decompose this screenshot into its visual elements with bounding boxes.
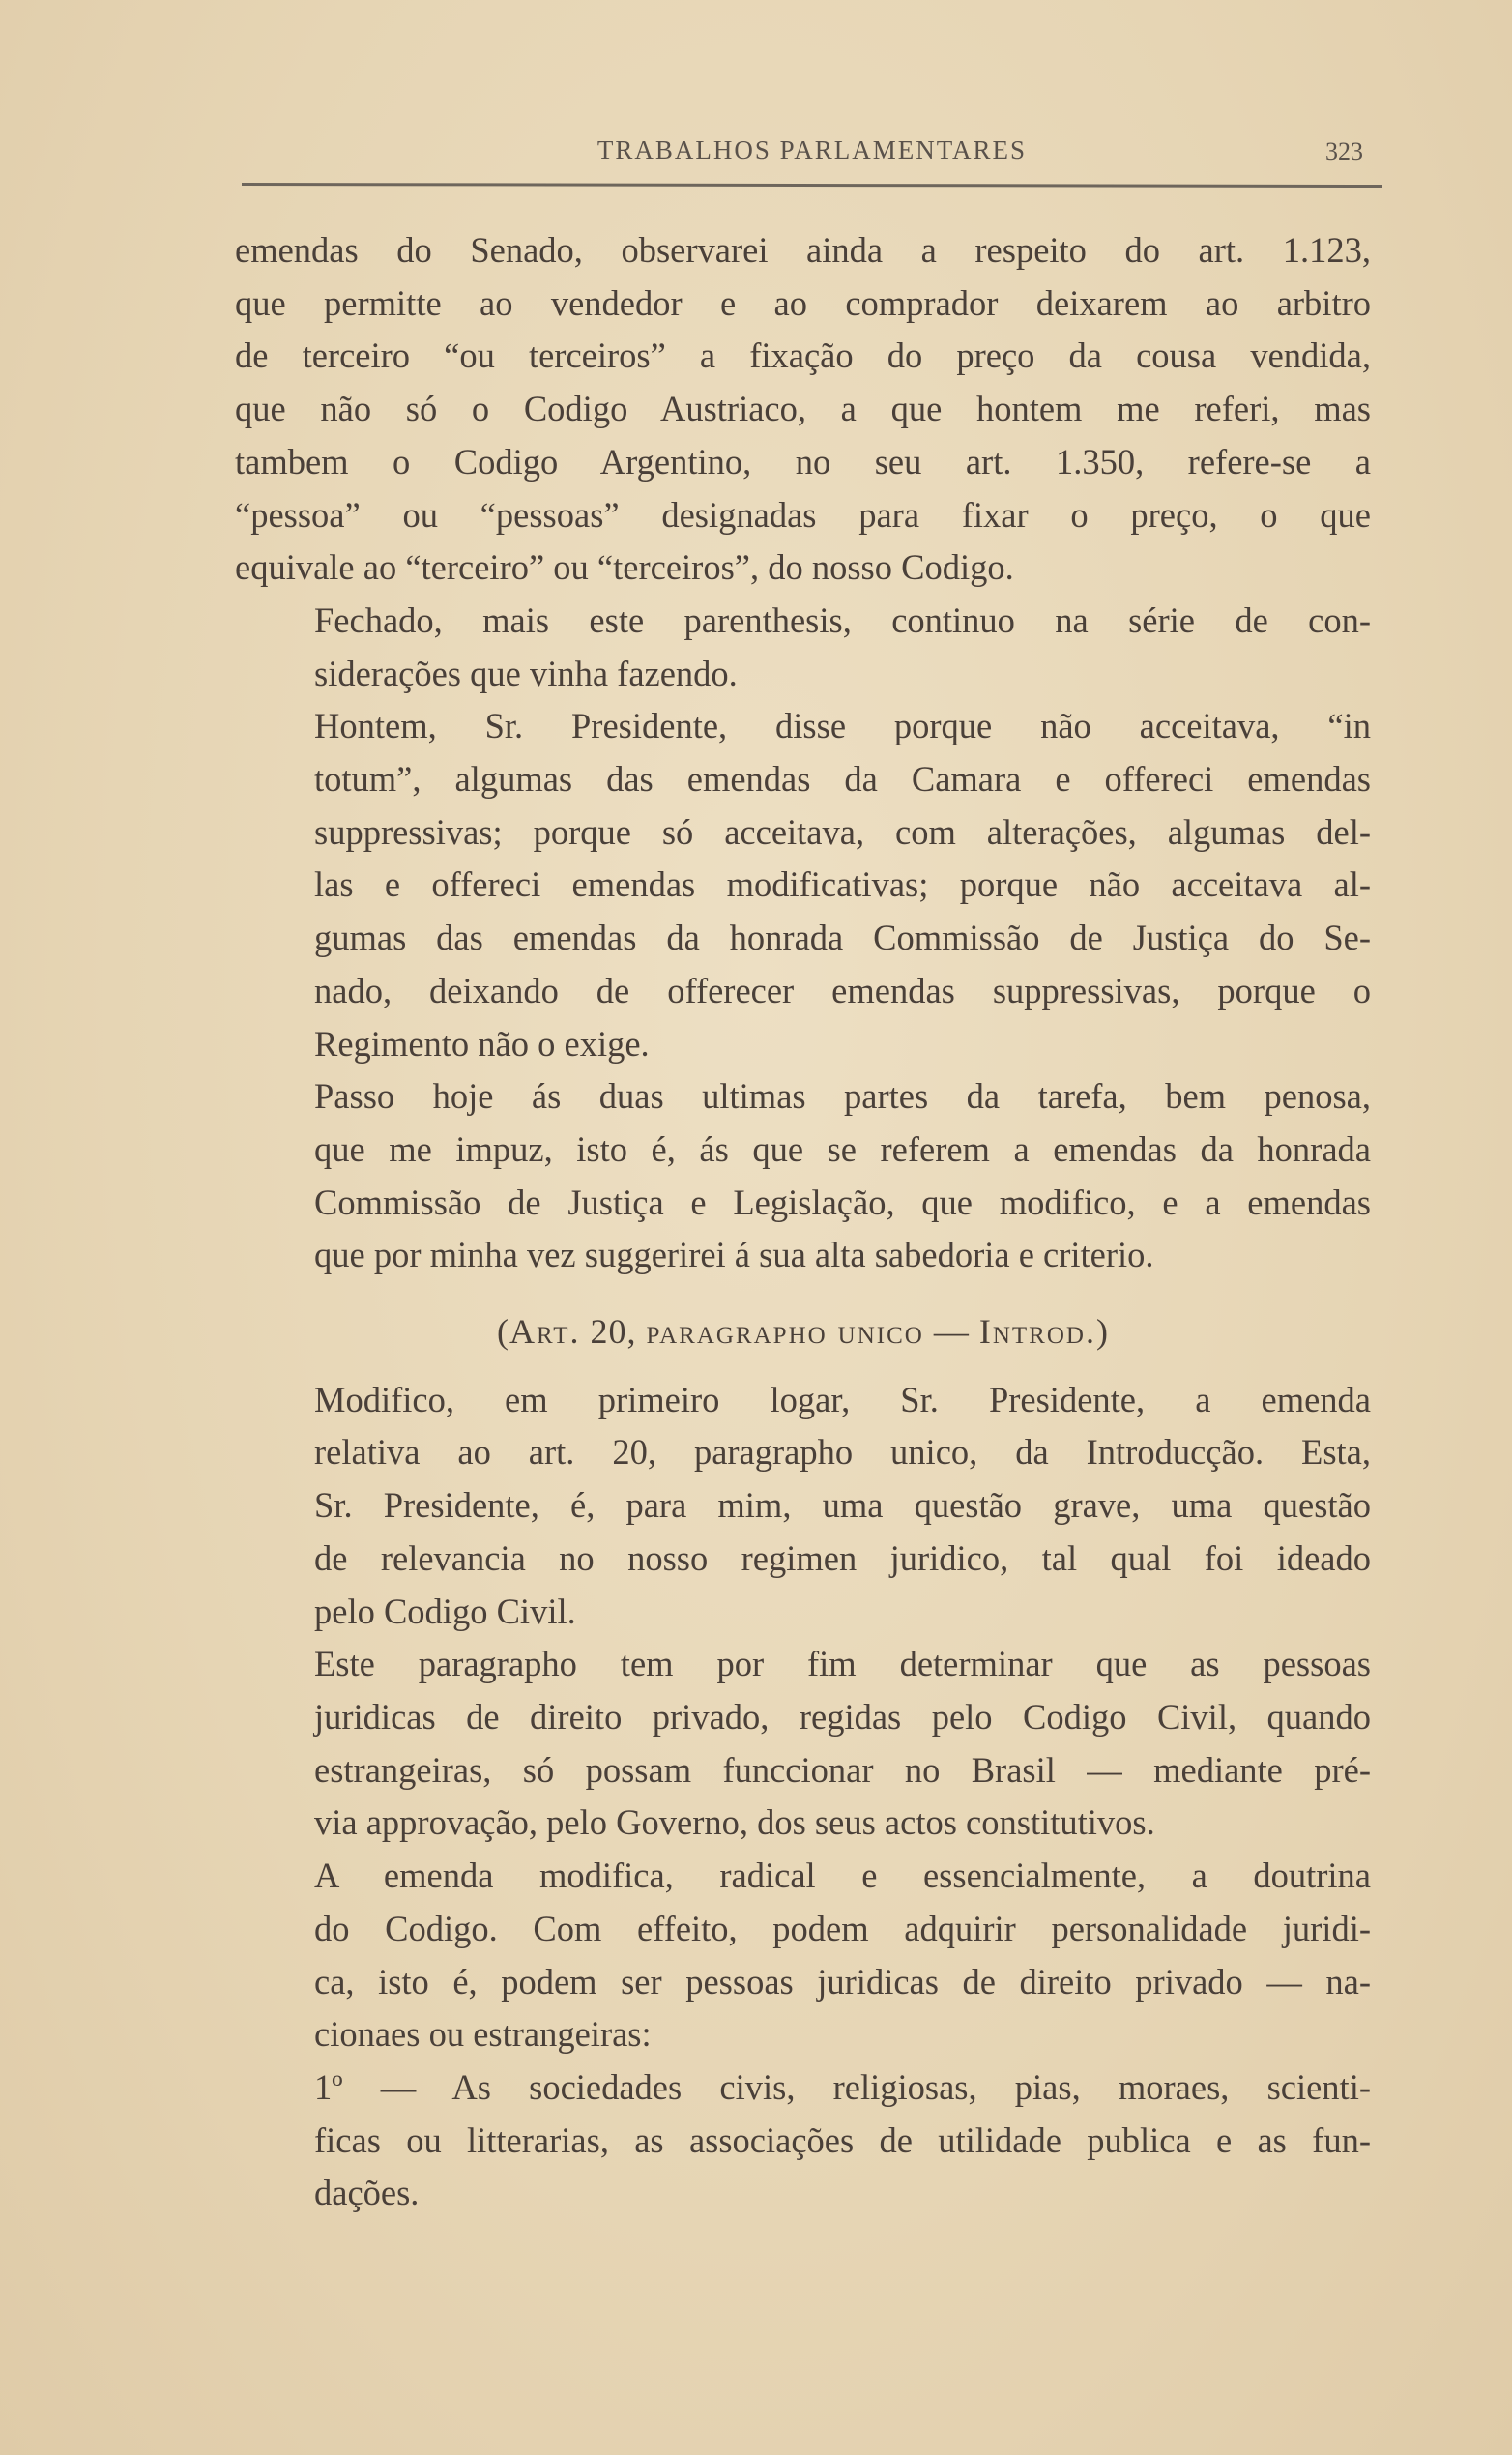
text-line: de terceiro “ou terceiros” a fixação do preço da cousa vendida,	[235, 336, 1371, 376]
heading-introd: Introd.	[978, 1312, 1096, 1352]
paragraph	[235, 595, 1371, 700]
paragraph	[235, 1638, 1371, 1850]
paragraph	[235, 2061, 1371, 2220]
text-line: 1º — As sociedades civis, religiosas, pias, moraes, scienti-	[314, 2066, 1371, 2107]
section-heading	[235, 1305, 1371, 1359]
paragraph	[235, 224, 1371, 595]
text-line: estrangeiras, só possam funccionar no Brasil — mediante pré-	[314, 1749, 1371, 1790]
heading-open-paren: (	[497, 1312, 510, 1352]
text-line: via approvação, pelo Governo, dos seus actos constitutivos.	[314, 1802, 1155, 1843]
text-line: Hontem, Sr. Presidente, disse porque não acceitava, “in	[314, 706, 1371, 746]
text-line: que por minha vez suggerirei á sua alta sabedoria e criterio.	[314, 1235, 1154, 1275]
text-line: gumas das emendas da honrada Commissão de Justiça do Se-	[314, 918, 1371, 958]
text-line: juridicas de direito privado, regidas pelo Codigo Civil, quando	[314, 1696, 1371, 1737]
text-line: nado, deixando de offerecer emendas suppressivas, porque o	[314, 970, 1371, 1010]
heading-number: 20,	[580, 1312, 647, 1352]
paragraph	[235, 1850, 1371, 2061]
page-number: 323	[1325, 137, 1363, 165]
text-line: equivale ao “terceiro” ou “terceiros”, do nosso Codigo.	[235, 547, 1014, 588]
text-line: las e offereci emendas modificativas; porque não acceitava al-	[314, 864, 1371, 905]
text-line: Este paragrapho tem por fim determinar que as pessoas	[314, 1644, 1371, 1684]
text-line: Regimento não o exige.	[314, 1023, 650, 1064]
text-line: pelo Codigo Civil.	[314, 1591, 576, 1631]
running-header	[242, 135, 1382, 174]
text-line: do Codigo. Com effeito, podem adquirir personalidade juridi-	[314, 1908, 1371, 1948]
text-line: emendas do Senado, observarei ainda a respeito do art. 1.123,	[235, 230, 1371, 270]
text-line: ca, isto é, podem ser pessoas juridicas de direito privado — na-	[314, 1961, 1371, 2002]
heading-art: Art.	[509, 1312, 581, 1352]
heading-close-paren: )	[1095, 1312, 1109, 1352]
text-line: Sr. Presidente, é, para mim, uma questão grave, uma questão	[314, 1485, 1371, 1526]
text-line: A emenda modifica, radical e essencialmente, a doutrina	[314, 1856, 1371, 1896]
paragraph	[235, 1374, 1371, 1639]
text-line: Passo hoje ás duas ultimas partes da tarefa, bem penosa,	[314, 1076, 1371, 1117]
text-line: totum”, algumas das emendas da Camara e offereci emendas	[314, 759, 1371, 800]
text-line: que não só o Codigo Austriaco, a que hontem me referi, mas	[235, 389, 1371, 429]
text-line: dações.	[314, 2173, 420, 2213]
running-title: TRABALHOS PARLAMENTARES	[596, 135, 1028, 164]
text-line: que permitte ao vendedor e ao comprador deixarem ao arbitro	[235, 282, 1371, 323]
text-line: que me impuz, isto é, ás que se referem a emendas da honrada	[314, 1128, 1371, 1169]
text-line: “pessoa” ou “pessoas” designadas para fixar o preço, o que	[235, 494, 1371, 535]
heading-dash: —	[923, 1312, 979, 1352]
heading-paragrapho: paragrapho unico	[646, 1312, 924, 1352]
text-line: tambem o Codigo Argentino, no seu art. 1.350, refere-se a	[235, 441, 1371, 482]
text-line: suppressivas; porque só acceitava, com alterações, algumas del-	[314, 811, 1371, 852]
text-line: relativa ao art. 20, paragrapho unico, da Introducção. Esta,	[314, 1432, 1371, 1473]
text-line: Commissão de Justiça e Legislação, que modifico, e a emendas	[314, 1182, 1371, 1222]
body-text	[235, 224, 1371, 2220]
text-line: de relevancia no nosso regimen juridico, tal qual foi ideado	[314, 1537, 1371, 1578]
paragraph	[235, 1070, 1371, 1282]
paragraphs-after-heading	[235, 1374, 1371, 2220]
text-line: Fechado, mais este parenthesis, continuo na série de con-	[314, 599, 1371, 640]
text-line: cionaes ou estrangeiras:	[314, 2014, 652, 2055]
text-line: ficas ou litterarias, as associações de utilidade publica e as fun-	[314, 2119, 1371, 2160]
paragraph	[235, 700, 1371, 1070]
paragraphs-before-heading	[235, 224, 1371, 1282]
header-rule	[242, 183, 1382, 188]
text-line: siderações que vinha fazendo.	[314, 653, 738, 693]
text-line: Modifico, em primeiro logar, Sr. Presidente, a emenda	[314, 1379, 1371, 1419]
